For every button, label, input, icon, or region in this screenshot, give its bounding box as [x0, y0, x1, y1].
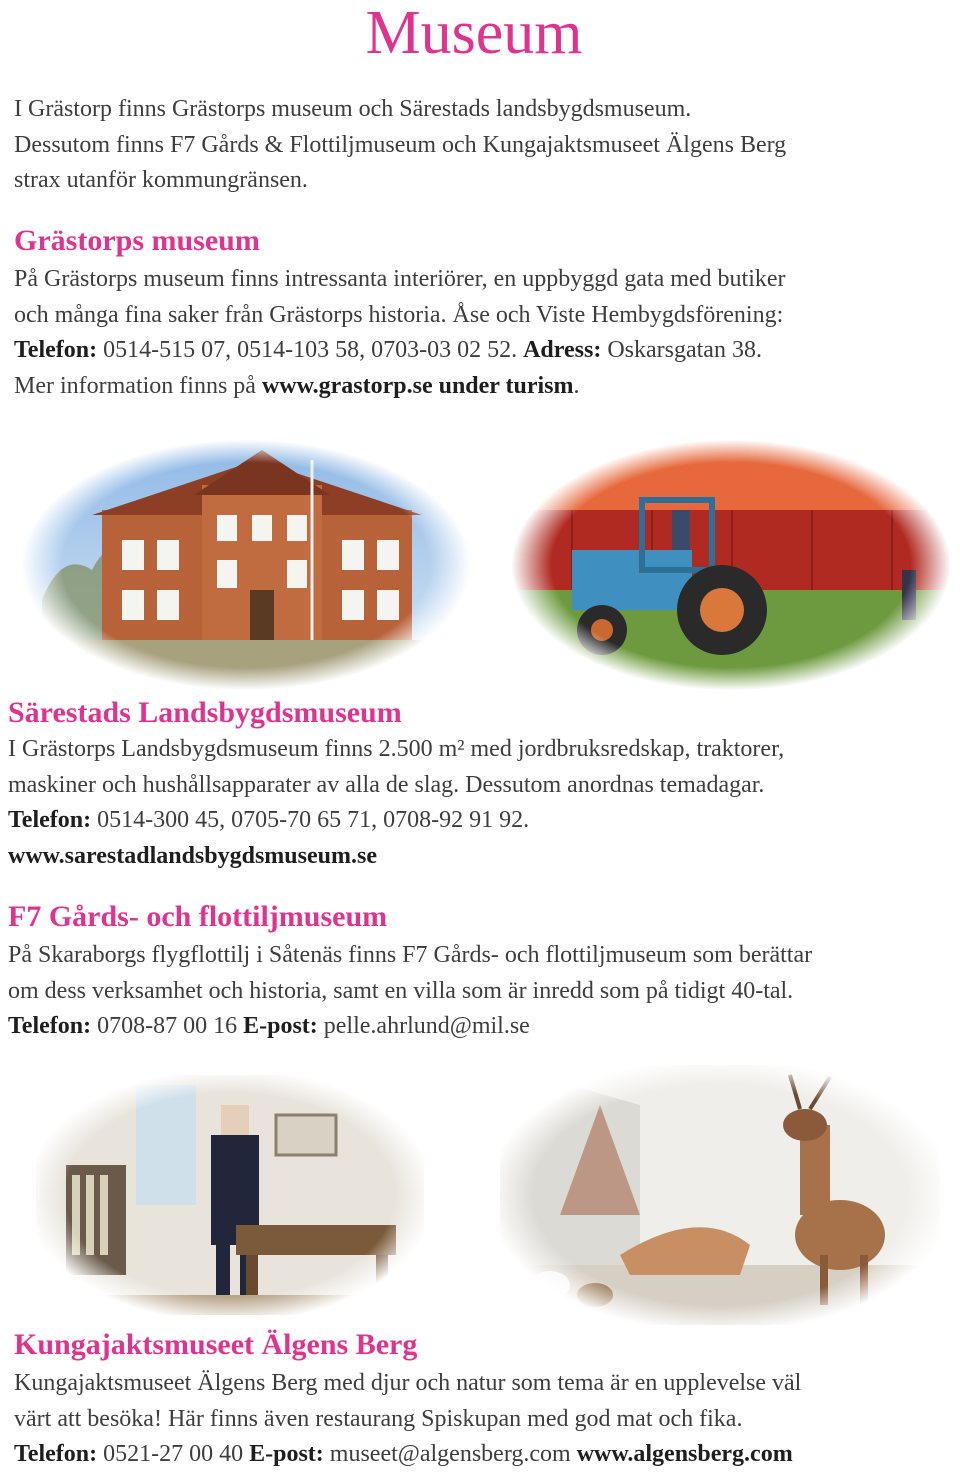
tractor-photo [512, 440, 950, 690]
algens-text: värt att besöka! Här finns även restaurang Spiskupan med god mat och fika. [14, 1405, 743, 1432]
more-info-suffix: . [573, 372, 580, 399]
grastorp-text: På Grästorps museum finns intressanta interiörer, en uppbyggd gata med butiker [14, 266, 786, 292]
algens-heading: Kungajaktsmuseet Älgens Berg [14, 1328, 418, 1361]
phone-label: Telefon: [8, 1013, 92, 1039]
sarestad-section [8, 696, 784, 874]
grastorp-contact [14, 333, 786, 369]
address-label: Adress: [523, 337, 602, 363]
office-interior-photo [36, 1075, 424, 1315]
phone-label: Telefon: [8, 807, 92, 833]
email-link[interactable]: museet@algensberg.com [323, 1441, 577, 1467]
email-label: E-post: [249, 1441, 324, 1467]
algens-link[interactable]: www.algensberg.com [576, 1441, 793, 1467]
page-title: Museum [365, 0, 583, 67]
grastorp-more-info [14, 369, 786, 405]
grastorp-link[interactable]: www.grastorp.se under turism [261, 372, 574, 399]
phone-label: Telefon: [14, 1441, 98, 1467]
intro-line: Dessutom finns F7 Gårds & Flottiljmuseum och Kungajaktsmuseet Älgens Berg [14, 131, 787, 158]
grastorp-section [14, 224, 786, 404]
sarestad-website [8, 839, 784, 875]
phone-number: 0514-515 07, 0514-103 58, 0703-03 02 52. [97, 337, 524, 363]
algens-section [14, 1328, 801, 1473]
sarestad-heading: Särestads Landsbygdsmuseum [8, 696, 402, 729]
intro-line: I Grästorp finns Grästorps museum och Särestads landsbygdsmuseum. [14, 96, 692, 122]
grastorp-text: och många fina saker från Grästorps historia. Åse och Viste Hembygdsförening: [14, 301, 784, 328]
algens-text: Kungajaktsmuseet Älgens Berg med djur och natur som tema är en upplevelse väl [14, 1370, 802, 1396]
email-label: E-post: [243, 1013, 318, 1039]
more-info-text: Mer information finns på [14, 372, 262, 399]
address: Oskarsgatan 38. [601, 337, 762, 363]
grastorp-heading: Grästorps museum [14, 224, 260, 257]
phone-number: 0521-27 00 40 [97, 1441, 250, 1467]
algens-contact [14, 1437, 801, 1473]
deer-diorama-photo [500, 1065, 940, 1325]
sarestad-link[interactable]: www.sarestadlandsbygdsmuseum.se [8, 842, 377, 869]
phone-label: Telefon: [14, 337, 98, 363]
phone-number: 0514-300 45, 0705-70 65 71, 0708-92 91 92. [91, 807, 530, 833]
sarestad-contact [8, 803, 784, 839]
intro-section [14, 92, 786, 199]
f7-text: om dess verksamhet och historia, samt en villa som är inredd som på tidigt 40-tal. [8, 977, 794, 1004]
sarestad-text: I Grästorps Landsbygdsmuseum finns 2.500 m² med jordbruksredskap, traktorer, [8, 736, 785, 762]
museum-building-photo [22, 440, 470, 690]
email-link[interactable]: pelle.ahrlund@mil.se [317, 1013, 530, 1039]
phone-number: 0708-87 00 16 [91, 1013, 244, 1039]
f7-heading: F7 Gårds- och flottiljmuseum [8, 900, 388, 933]
f7-section [8, 900, 812, 1045]
sarestad-text: maskiner och hushållsapparater av alla de slag. Dessutom anordnas temadagar. [8, 771, 765, 798]
intro-line: strax utanför kommungränsen. [14, 167, 308, 193]
f7-text: På Skaraborgs flygflottilj i Såtenäs finns F7 Gårds- och flottiljmuseum som berättar [8, 942, 813, 968]
f7-contact [8, 1009, 812, 1045]
